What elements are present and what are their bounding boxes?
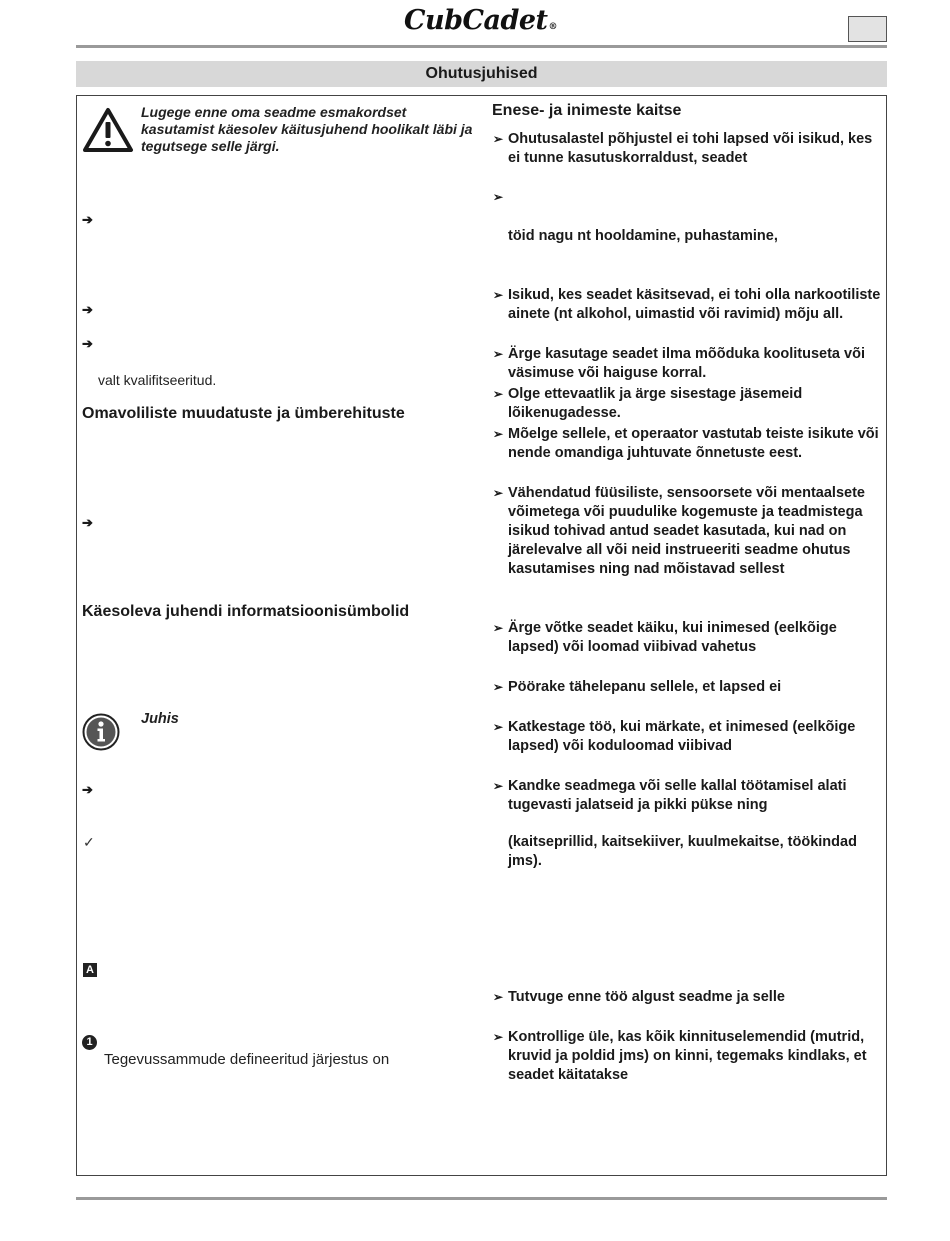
safety-bullet: ➢ Pöörake tähelepanu sellele, et lapsed ei (493, 679, 782, 695)
info-note-label: Juhis (141, 711, 179, 727)
brand-logo (404, 5, 557, 36)
step-number-badge: 1 (82, 1035, 97, 1050)
heading-information-symbols: Käesoleva juhendi informatsioonisümbolid (82, 603, 410, 620)
bullet-arrow-icon: ➢ (493, 427, 504, 441)
check-icon: ✓ (83, 834, 95, 850)
bullet-arrow-icon: ➢ (493, 621, 504, 635)
bullet-arrow-icon: ➢ (493, 347, 504, 361)
page-tab-box (848, 16, 887, 42)
info-icon (82, 713, 120, 751)
safety-bullet: ➢ Isikud, kes seadet käsitsevad, ei tohi olla narkootiliste ainete (nt alkohol, uimastid või ravimid) mõju all. (493, 287, 881, 322)
safety-bullet: ➢ Ärge võtke seadet käiku, kui inimesed (eelkõige lapsed) või loomad viibivad vahetus (493, 620, 837, 655)
arrow-marker: ➔ (82, 515, 93, 530)
safety-bullet: ➢ Ärge kasutage seadet ilma mõõduka koolituseta või väsimuse või haiguse korral. (493, 346, 865, 381)
bullet-arrow-icon: ➢ (493, 132, 504, 146)
bullet-arrow-icon: ➢ (493, 680, 504, 694)
bottom-divider (76, 1197, 887, 1200)
top-divider (76, 45, 887, 48)
heading-self-protection: Enese- ja inimeste kaitse (492, 102, 682, 119)
bullet-arrow-icon: ➢ (493, 190, 504, 204)
bullet-arrow-icon: ➢ (493, 720, 504, 734)
safety-bullet: ➢ Tutvuge enne töö algust seadme ja selle (493, 989, 785, 1005)
arrow-marker: ➔ (82, 212, 93, 227)
arrow-marker: ➔ (82, 302, 93, 317)
trademark-mark: ® (548, 22, 558, 32)
bullet-arrow-icon: ➢ (493, 779, 504, 793)
section-header-bar (76, 61, 887, 87)
warning-triangle-icon (82, 107, 134, 153)
safety-bullet: ➢ Kandke seadmega või selle kallal töötamisel alati tugevasti jalatseid ja pikki pükse ning (493, 778, 847, 813)
heading-unauthorized-modifications: Omavoliliste muudatuste ja ümberehituste (82, 405, 405, 422)
bullet-arrow-icon: ➢ (493, 990, 504, 1004)
safety-bullet: ➢ Olge ettevaatlik ja ärge sisestage jäsemeid lõikenugadesse. (493, 386, 803, 421)
bullet-arrow-icon: ➢ (493, 288, 504, 302)
safety-bullet-continuation: töid nagu nt hooldamine, puhastamine, (508, 228, 778, 244)
steps-sequence-text: Tegevussammude defineeritud järjestus on (104, 1051, 390, 1068)
warning-read-manual-text: Lugege enne oma seadme esmakordset kasutamist käesolev käitusjuhend hoolikalt läbi ja tegutsege selle järgi. (141, 104, 473, 154)
bullet-arrow-icon: ➢ (493, 486, 504, 500)
safety-bullet: ➢ Ohutusalastel põhjustel ei tohi lapsed või isikud, kes ei tunne kasutuskorraldust, seadet (493, 131, 873, 166)
safety-bullet: ➢ Kontrollige üle, kas kõik kinnituselemendid (mutrid, kruvid ja poldid jms) on kinni, tegemaks kindlaks, et seadet käitatakse (493, 1029, 867, 1083)
brand-logo-text: CubCadet (404, 5, 548, 36)
safety-bullet-continuation: (kaitseprillid, kaitsekiiver, kuulmekaitse, töökindad jms). (508, 834, 857, 869)
section-title: Ohutusjuhised (425, 65, 538, 82)
safety-bullet: ➢ Vähendatud füüsiliste, sensoorsete või mentaalsete võimetega või puudulike kogemuste ja teadmistega isikud tohivad antud seadet kasutada, kui nad on järelevalve all või neid instrueeriti seadme ohutus kasutamises ning nad mõistavad sellest (493, 485, 865, 577)
bullet-arrow-icon: ➢ (493, 1030, 504, 1044)
qualified-text: valt kvalifitseeritud. (98, 372, 217, 388)
arrow-marker: ➔ (82, 336, 93, 351)
safety-bullet: ➢ Katkestage töö, kui märkate, et inimesed (eelkõige lapsed) või koduloomad viibivad (493, 719, 856, 754)
figure-letter-badge: A (83, 963, 97, 977)
safety-bullet: ➢ Mõelge sellele, et operaator vastutab teiste isikute või nende omandiga juhtuvate õnnetuste eest. (493, 426, 879, 461)
bullet-arrow-icon: ➢ (493, 387, 504, 401)
arrow-marker: ➔ (82, 782, 93, 797)
